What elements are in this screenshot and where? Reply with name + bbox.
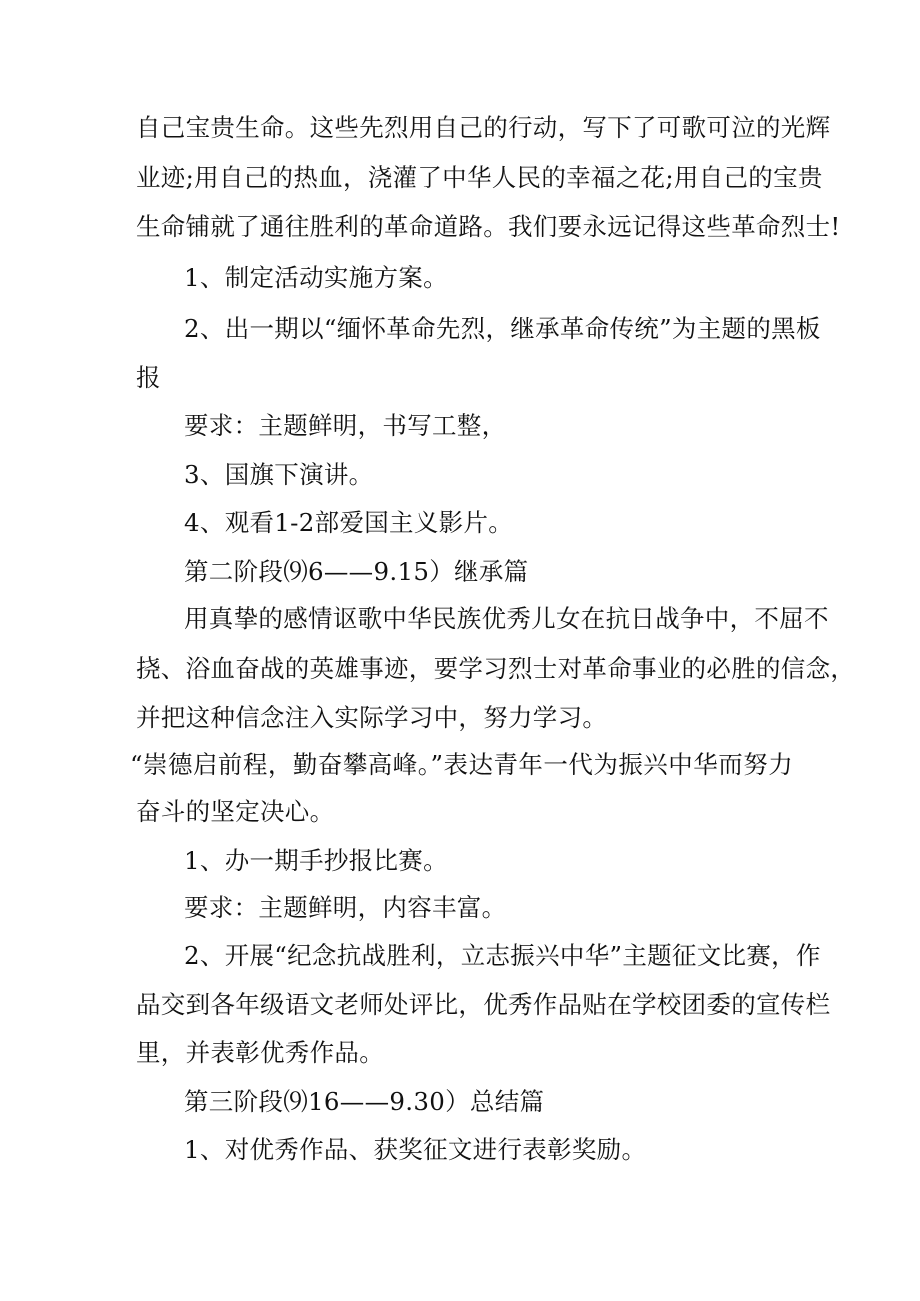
paragraph-line: 报 <box>136 363 161 392</box>
list-item: 1、办一期手抄报比赛。 <box>184 846 448 875</box>
paragraph-line: 用真挚的感情讴歌中华民族优秀儿女在抗日战争中，不屈不 <box>184 604 829 633</box>
paragraph-line: 奋斗的坚定决心。 <box>136 797 335 826</box>
paragraph-line: 业迹;用自己的热血，浇灌了中华人民的幸福之花;用自己的宝贵 <box>136 163 823 192</box>
paragraph-line: 里，并表彰优秀作品。 <box>136 1038 384 1067</box>
section-heading: 第三阶段⑼16——9.30）总结篇 <box>184 1087 545 1116</box>
paragraph-line: 并把这种信念注入实际学习中，努力学习。 <box>136 703 608 732</box>
paragraph-line: 自己宝贵生命。这些先烈用自己的行动，写下了可歌可泣的光辉 <box>136 113 831 142</box>
paragraph-line: “崇德启前程，勤奋攀高峰。”表达青年一代为振兴中华而努力 <box>130 750 793 779</box>
list-item: 2、出一期以“缅怀革命先烈，继承革命传统”为主题的黑板 <box>184 314 821 343</box>
list-item: 3、国旗下演讲。 <box>184 460 374 489</box>
paragraph-line: 挠、浴血奋战的英雄事迹，要学习烈士对革命事业的必胜的信念， <box>136 654 856 683</box>
paragraph-line: 品交到各年级语文老师处评比，优秀作品贴在学校团委的宣传栏 <box>136 990 831 1019</box>
list-item: 4、观看1-2部爱国主义影片。 <box>184 508 514 537</box>
requirement-line: 要求：主题鲜明，内容丰富。 <box>184 893 507 922</box>
list-item: 2、开展“纪念抗战胜利，立志振兴中华”主题征文比赛，作 <box>184 941 821 970</box>
requirement-line: 要求：主题鲜明，书写工整， <box>184 411 507 440</box>
section-heading: 第二阶段⑼6——9.15）继承篇 <box>184 557 529 586</box>
list-item: 1、制定活动实施方案。 <box>184 263 448 292</box>
list-item: 1、对优秀作品、获奖征文进行表彰奖励。 <box>184 1135 647 1164</box>
paragraph-line: 生命铺就了通往胜利的革命道路。我们要永远记得这些革命烈士! <box>136 212 841 241</box>
